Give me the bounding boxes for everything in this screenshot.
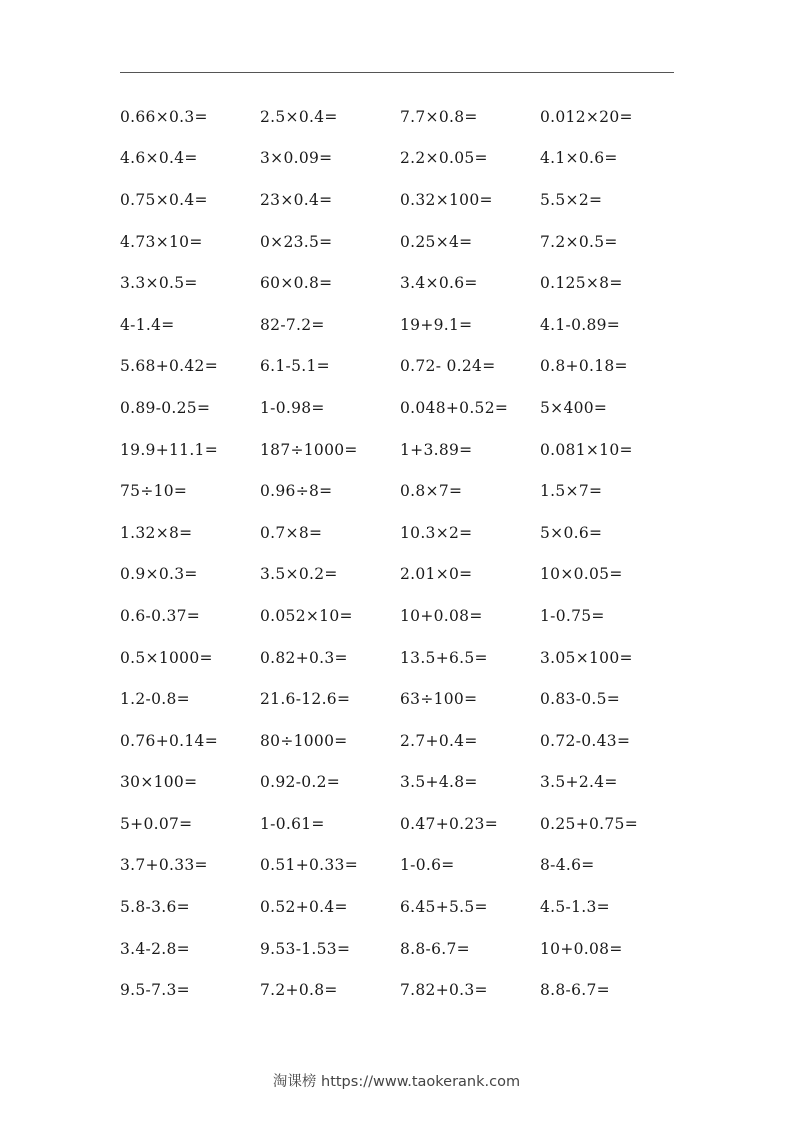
problem-cell: 82-7.2= (260, 315, 325, 334)
problem-cell: 1.2-0.8= (120, 690, 190, 709)
problem-cell: 1.5×7= (540, 482, 603, 501)
problem-cell: 0×23.5= (260, 232, 333, 251)
problem-cell: 10+0.08= (400, 606, 483, 625)
problem-cell: 0.52+0.4= (260, 898, 348, 917)
problem-row (120, 595, 680, 637)
problem-cell: 0.47+0.23= (400, 814, 498, 833)
problem-cell: 2.2×0.05= (400, 149, 488, 168)
problem-cell: 4.5-1.3= (540, 898, 610, 917)
problem-cell: 19+9.1= (400, 315, 473, 334)
problem-cell: 6.1-5.1= (260, 357, 330, 376)
problem-cell: 10×0.05= (540, 565, 623, 584)
problem-cell: 1.32×8= (120, 523, 193, 542)
problem-cell: 3.4×0.6= (400, 274, 478, 293)
problem-row (120, 720, 680, 762)
problem-row (120, 678, 680, 720)
problem-cell: 3.5+4.8= (400, 773, 478, 792)
problem-cell: 0.75×0.4= (120, 190, 208, 209)
problem-cell: 0.125×8= (540, 274, 623, 293)
problem-row (120, 262, 680, 304)
problem-cell: 3.5+2.4= (540, 773, 618, 792)
problem-cell: 0.8×7= (400, 482, 463, 501)
footer-watermark: 淘课榜 https://www.taokerank.com (272, 1074, 521, 1090)
problem-cell: 5.5×2= (540, 190, 603, 209)
problem-cell: 21.6-12.6= (260, 690, 351, 709)
problem-cell: 0.052×10= (260, 606, 353, 625)
problem-cell: 5.8-3.6= (120, 898, 190, 917)
problem-cell: 8-4.6= (540, 856, 595, 875)
problem-cell: 3.05×100= (540, 648, 633, 667)
problem-row (120, 762, 680, 804)
problem-row (120, 886, 680, 928)
problem-cell: 0.012×20= (540, 107, 633, 126)
problem-cell: 0.72-0.43= (540, 731, 631, 750)
problem-cell: 5×400= (540, 398, 608, 417)
problem-cell: 2.01×0= (400, 565, 473, 584)
problem-cell: 2.7+0.4= (400, 731, 478, 750)
problem-cell: 0.5×1000= (120, 648, 213, 667)
problem-cell: 0.76+0.14= (120, 731, 218, 750)
problem-cell: 0.8+0.18= (540, 357, 628, 376)
problem-row (120, 969, 680, 1011)
problem-cell: 0.7×8= (260, 523, 323, 542)
problem-cell: 5.68+0.42= (120, 357, 218, 376)
problem-row (120, 928, 680, 970)
problem-cell: 0.92-0.2= (260, 773, 341, 792)
problem-cell: 13.5+6.5= (400, 648, 488, 667)
problem-row (120, 803, 680, 845)
problem-cell: 8.8-6.7= (540, 981, 610, 1000)
problem-cell: 5+0.07= (120, 814, 193, 833)
problem-row (120, 346, 680, 388)
problem-cell: 6.45+5.5= (400, 898, 488, 917)
problem-cell: 7.2×0.5= (540, 232, 618, 251)
problem-cell: 30×100= (120, 773, 198, 792)
problem-cell: 2.5×0.4= (260, 107, 338, 126)
problem-row (120, 845, 680, 887)
problem-row (120, 429, 680, 471)
problem-cell: 0.048+0.52= (400, 398, 509, 417)
problem-cell: 1-0.75= (540, 606, 605, 625)
header-rule (120, 72, 674, 73)
problem-cell: 10.3×2= (400, 523, 473, 542)
problem-row (120, 554, 680, 596)
problem-row (120, 138, 680, 180)
problem-cell: 4.1×0.6= (540, 149, 618, 168)
problem-cell: 75÷10= (120, 482, 188, 501)
problem-cell: 5×0.6= (540, 523, 603, 542)
problem-row (120, 179, 680, 221)
problem-cell: 0.66×0.3= (120, 107, 208, 126)
problem-cell: 3.4-2.8= (120, 939, 190, 958)
problem-cell: 0.081×10= (540, 440, 633, 459)
problem-cell: 1+3.89= (400, 440, 473, 459)
problem-cell: 0.9×0.3= (120, 565, 198, 584)
problem-cell: 1-0.6= (400, 856, 455, 875)
problem-cell: 0.82+0.3= (260, 648, 348, 667)
problem-cell: 1-0.61= (260, 814, 325, 833)
problem-row (120, 96, 680, 138)
problem-cell: 7.2+0.8= (260, 981, 338, 1000)
problem-cell: 0.72- 0.24= (400, 357, 496, 376)
problem-row (120, 637, 680, 679)
problem-row (120, 387, 680, 429)
problem-cell: 80÷1000= (260, 731, 348, 750)
problem-cell: 3×0.09= (260, 149, 333, 168)
problem-cell: 0.25×4= (400, 232, 473, 251)
problem-cell: 7.7×0.8= (400, 107, 478, 126)
problem-cell: 10+0.08= (540, 939, 623, 958)
problem-row (120, 512, 680, 554)
problem-cell: 4.6×0.4= (120, 149, 198, 168)
problem-cell: 1-0.98= (260, 398, 325, 417)
problem-cell: 0.89-0.25= (120, 398, 211, 417)
problem-cell: 0.51+0.33= (260, 856, 358, 875)
problem-cell: 0.6-0.37= (120, 606, 201, 625)
problem-grid (120, 96, 680, 1011)
problem-cell: 0.25+0.75= (540, 814, 638, 833)
problem-cell: 63÷100= (400, 690, 478, 709)
problem-cell: 0.96÷8= (260, 482, 333, 501)
problem-cell: 9.5-7.3= (120, 981, 190, 1000)
problem-cell: 19.9+11.1= (120, 440, 218, 459)
problem-cell: 3.7+0.33= (120, 856, 208, 875)
problem-cell: 23×0.4= (260, 190, 333, 209)
problem-cell: 187÷1000= (260, 440, 358, 459)
problem-cell: 3.3×0.5= (120, 274, 198, 293)
problem-cell: 0.32×100= (400, 190, 493, 209)
problem-cell: 3.5×0.2= (260, 565, 338, 584)
problem-cell: 7.82+0.3= (400, 981, 488, 1000)
problem-row (120, 304, 680, 346)
problem-row (120, 470, 680, 512)
problem-cell: 4.73×10= (120, 232, 203, 251)
problem-cell: 4.1-0.89= (540, 315, 621, 334)
problem-cell: 0.83-0.5= (540, 690, 621, 709)
problem-cell: 9.53-1.53= (260, 939, 351, 958)
problem-row (120, 221, 680, 263)
problem-cell: 8.8-6.7= (400, 939, 470, 958)
problem-cell: 60×0.8= (260, 274, 333, 293)
problem-cell: 4-1.4= (120, 315, 175, 334)
